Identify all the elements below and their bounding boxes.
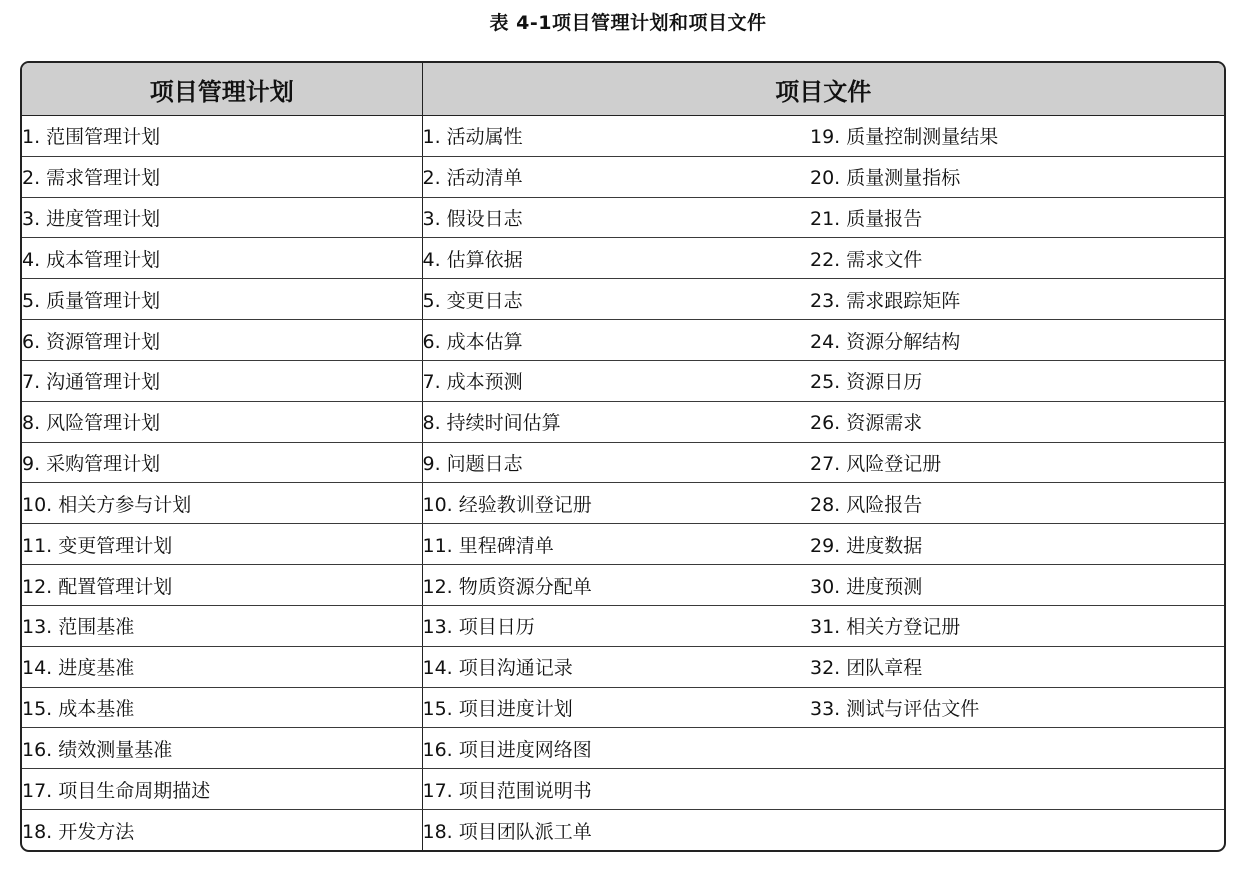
- document-item: 21. 质量报告: [810, 197, 1224, 238]
- plan-item: 16. 绩效测量基准: [22, 728, 422, 769]
- document-item: 25. 资源日历: [810, 360, 1224, 401]
- table-row: [22, 769, 1224, 810]
- table-row: [22, 483, 1224, 524]
- document-item: 10. 经验教训登记册: [422, 483, 810, 524]
- document-item: 8. 持续时间估算: [422, 401, 810, 442]
- plan-item: 15. 成本基准: [22, 687, 422, 728]
- document-item: 2. 活动清单: [422, 156, 810, 197]
- document-item: 22. 需求文件: [810, 238, 1224, 279]
- document-item: 11. 里程碑清单: [422, 524, 810, 565]
- header-row: [22, 63, 1224, 116]
- plan-item: 2. 需求管理计划: [22, 156, 422, 197]
- plan-item: 3. 进度管理计划: [22, 197, 422, 238]
- table-row: [22, 646, 1224, 687]
- table-row: [22, 728, 1224, 769]
- document-item: 13. 项目日历: [422, 605, 810, 646]
- table-row: [22, 565, 1224, 606]
- document-item: 23. 需求跟踪矩阵: [810, 279, 1224, 320]
- table-row: [22, 156, 1224, 197]
- document-item: 14. 项目沟通记录: [422, 646, 810, 687]
- plan-item: 12. 配置管理计划: [22, 565, 422, 606]
- document-item: 17. 项目范围说明书: [422, 769, 810, 810]
- document-item: 16. 项目进度网络图: [422, 728, 810, 769]
- table-frame: [20, 61, 1226, 852]
- document-item: 20. 质量测量指标: [810, 156, 1224, 197]
- document-item: 30. 进度预测: [810, 565, 1224, 606]
- document-item: [810, 810, 1224, 850]
- document-item: 5. 变更日志: [422, 279, 810, 320]
- document-item: [810, 769, 1224, 810]
- header-plan: 项目管理计划: [22, 63, 422, 116]
- plan-item: 18. 开发方法: [22, 810, 422, 850]
- document-item: 18. 项目团队派工单: [422, 820, 592, 843]
- table-row: [22, 810, 1224, 850]
- plan-item: 11. 变更管理计划: [22, 524, 422, 565]
- plan-item: 7. 沟通管理计划: [22, 360, 422, 401]
- plan-item: 4. 成本管理计划: [22, 238, 422, 279]
- plan-item: 17. 项目生命周期描述: [22, 769, 422, 810]
- table-row: [22, 360, 1224, 401]
- plan-item: 6. 资源管理计划: [22, 320, 422, 361]
- table-row: [22, 401, 1224, 442]
- document-item: 31. 相关方登记册: [810, 605, 1224, 646]
- document-item: 24. 资源分解结构: [810, 320, 1224, 361]
- document-item: [810, 728, 1224, 769]
- table-row: [22, 524, 1224, 565]
- table-row: [22, 442, 1224, 483]
- plan-item: 9. 采购管理计划: [22, 442, 422, 483]
- table-row: [22, 279, 1224, 320]
- table-row: [22, 605, 1224, 646]
- plan-documents-table: [22, 63, 1224, 850]
- header-docs: 项目文件: [422, 63, 1224, 116]
- document-item: 29. 进度数据: [810, 524, 1224, 565]
- document-item: 6. 成本估算: [422, 320, 810, 361]
- table-row: [22, 116, 1224, 157]
- plan-item: 14. 进度基准: [22, 646, 422, 687]
- document-item: 28. 风险报告: [810, 483, 1224, 524]
- document-item: 3. 假设日志: [422, 197, 810, 238]
- document-item: 4. 估算依据: [422, 238, 810, 279]
- plan-item: 8. 风险管理计划: [22, 401, 422, 442]
- document-item: 32. 团队章程: [810, 646, 1224, 687]
- plan-item: 1. 范围管理计划: [22, 116, 422, 157]
- document-item: 1. 活动属性: [422, 116, 810, 157]
- document-item: 9. 问题日志: [422, 442, 810, 483]
- document-item: 27. 风险登记册: [810, 442, 1224, 483]
- document-item: 19. 质量控制测量结果: [810, 116, 1224, 157]
- table-body: [22, 116, 1224, 851]
- table-row: [22, 320, 1224, 361]
- plan-item: 13. 范围基准: [22, 605, 422, 646]
- document-item: 15. 项目进度计划: [422, 687, 810, 728]
- plan-item: 10. 相关方参与计划: [22, 483, 422, 524]
- document-item: 12. 物质资源分配单: [422, 565, 810, 606]
- table-caption: 表 4-1项目管理计划和项目文件: [489, 12, 767, 34]
- table-row: [22, 687, 1224, 728]
- table-row: [22, 238, 1224, 279]
- document-item: 26. 资源需求: [810, 401, 1224, 442]
- table-row: [22, 197, 1224, 238]
- document-item: 7. 成本预测: [422, 360, 810, 401]
- plan-item: 5. 质量管理计划: [22, 279, 422, 320]
- document-item: 33. 测试与评估文件: [810, 687, 1224, 728]
